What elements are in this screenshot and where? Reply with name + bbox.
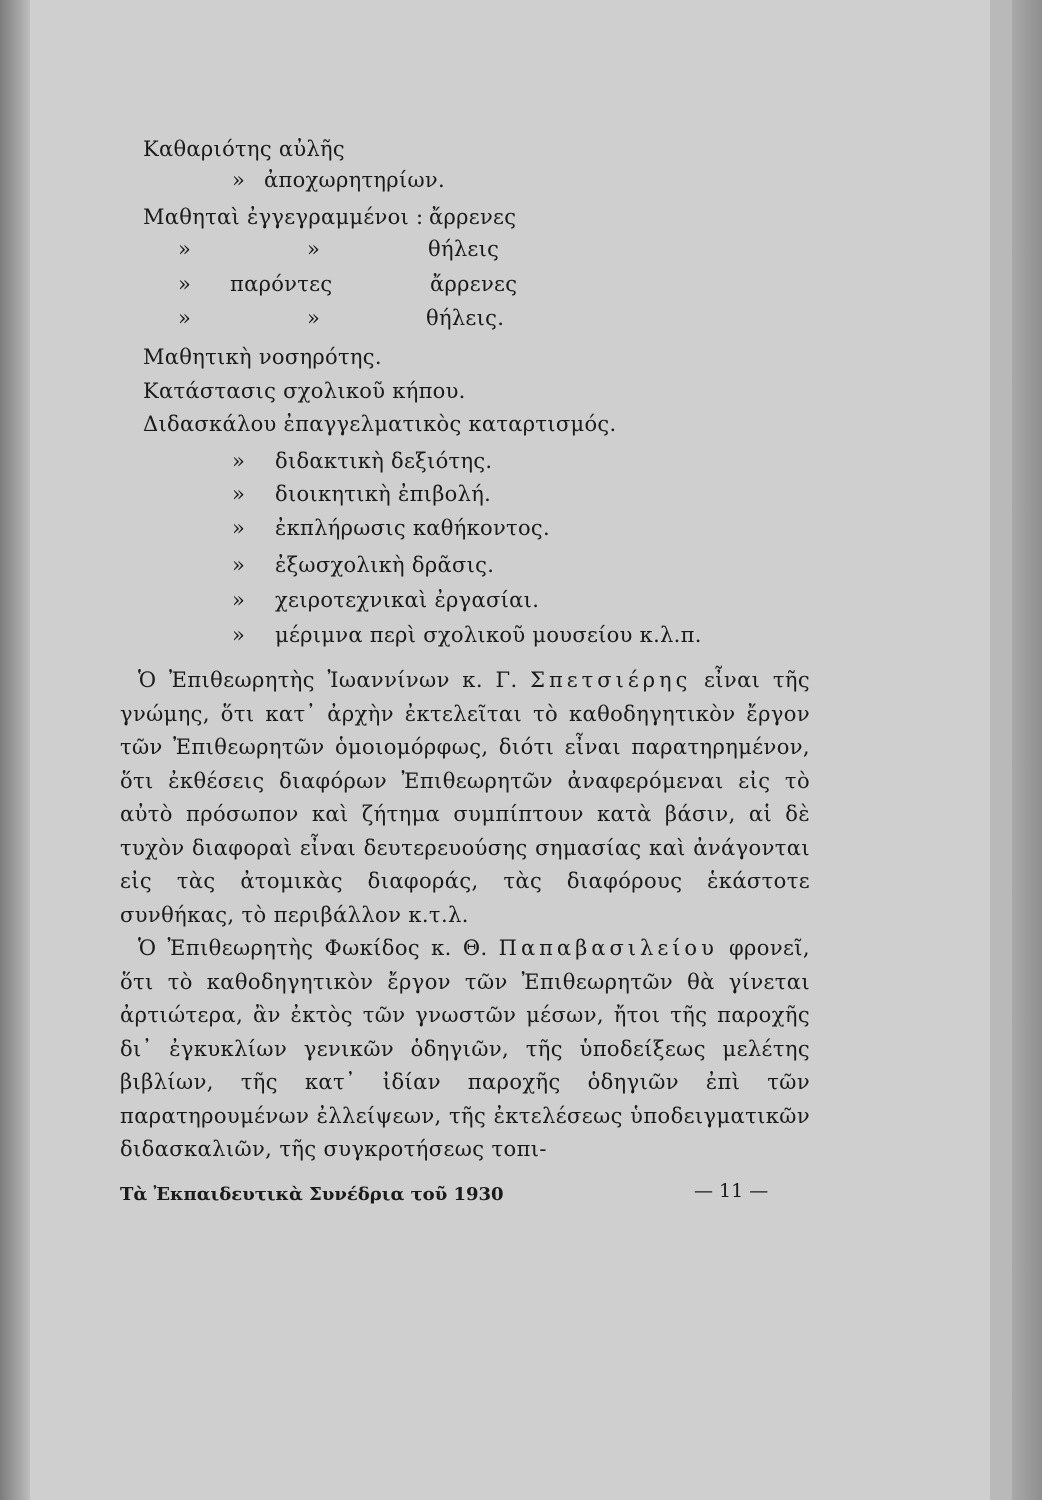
- page-number: — 11 —: [694, 1180, 769, 1202]
- person-name: Παπαβασιλείου: [498, 936, 718, 960]
- page-right-edge: [1012, 0, 1042, 1500]
- list-item: ἀποχωρητηρίων.: [264, 168, 445, 192]
- ditto-mark: »: [178, 272, 192, 296]
- list-item: διοικητικὴ ἐπιβολή.: [275, 482, 492, 506]
- ditto-mark: »: [232, 623, 246, 647]
- paragraph-body: φρονεῖ, ὅτι τὸ καθοδηγητικὸν ἔργον τῶν Ἐπιθεωρητῶν θὰ γίνεται ἀρτιώτερα, ἂν ἐκτὸς τῶν γνωστῶν μέσων, ἤτοι τῆς παροχῆς δι᾽ ἐγκυκλίων γενικῶν ὁδηγιῶν, τῆς ὑποδείξεως μελέτης βιβλίων, τῆς κατ᾽ ἰδίαν παροχῆς ὁδηγιῶν ἐπὶ τῶν παρατηρουμένων ἐλλείψεων, τῆς ἐκτελέσεως ὑποδειγματικῶν διδασκαλιῶν, τῆς συγκροτήσεως τοπι-: [120, 936, 810, 1161]
- ditto-mark: »: [232, 482, 246, 506]
- list-item: μέριμνα περὶ σχολικοῦ μουσείου κ.λ.π.: [275, 623, 702, 647]
- ditto-mark: »: [307, 237, 321, 261]
- list-item: Καθαριότης αὐλῆς: [143, 137, 345, 161]
- list-item: Μαθηταὶ ἐγγεγραμμένοι :: [143, 205, 424, 229]
- ditto-mark: »: [232, 588, 246, 612]
- ditto-mark: »: [232, 553, 246, 577]
- list-item: παρόντες: [230, 272, 333, 296]
- list-item: Κατάστασις σχολικοῦ κήπου.: [143, 379, 466, 403]
- paragraph-body: εἶναι τῆς γνώμης, ὅτι κατ᾽ ἀρχὴν ἐκτελεῖται τὸ καθοδηγητικὸν ἔργον τῶν Ἐπιθεωρητῶν ὁμοιομόρφως, διότι εἶναι παρατηρημένον, ὅτι ἐκθέσεις διαφόρων Ἐπιθεωρητῶν ἀναφερόμεναι εἰς τὸ αὐτὸ πρόσωπον καὶ ζήτημα συμπίπτουν κατὰ βάσιν, αἱ δὲ τυχὸν διαφοραὶ εἶναι δευτερευούσης σημασίας καὶ ἀνάγονται εἰς τὰς ἀτομικὰς διαφοράς, τὰς διαφόρους ἑκάστοτε συνθήκας, τὸ περιβάλλον κ.τ.λ.: [120, 668, 811, 927]
- page-left-shadow: [0, 0, 30, 1500]
- ditto-mark: »: [232, 168, 246, 192]
- ditto-mark: »: [178, 237, 192, 261]
- list-item: Μαθητικὴ νοσηρότης.: [143, 345, 382, 369]
- running-footer-title: Τὰ Ἐκπαιδευτικὰ Συνέδρια τοῦ 1930: [120, 1184, 504, 1205]
- list-item: ἄρρενες: [429, 205, 517, 229]
- paragraph-intro: Ὁ Ἐπιθεωρητὴς Ἰωαννίνων κ. Γ.: [138, 668, 518, 692]
- list-item: θήλεις.: [426, 306, 505, 330]
- list-item: ἐξωσχολικὴ δρᾶσις.: [275, 553, 495, 577]
- list-item: Διδασκάλου ἐπαγγελματικὸς καταρτισμός.: [143, 412, 617, 436]
- paragraph-spetsieris: [120, 664, 810, 932]
- ditto-mark: »: [232, 516, 246, 540]
- person-name: Σπετσιέρης: [530, 668, 692, 692]
- list-item: ἐκπλήρωσις καθήκοντος.: [275, 516, 550, 540]
- paragraph-papavasileiou: [120, 932, 810, 1167]
- ditto-mark: »: [307, 306, 321, 330]
- ditto-mark: »: [178, 306, 192, 330]
- list-item: ἄρρενες: [430, 272, 518, 296]
- ditto-mark: »: [232, 449, 246, 473]
- list-item: διδακτικὴ δεξιότης.: [275, 449, 493, 473]
- paragraph-intro: Ὁ Ἐπιθεωρητὴς Φωκίδος κ. Θ.: [138, 936, 488, 960]
- list-item: θήλεις: [428, 237, 500, 261]
- list-item: χειροτεχνικαὶ ἐργασίαι.: [275, 588, 540, 612]
